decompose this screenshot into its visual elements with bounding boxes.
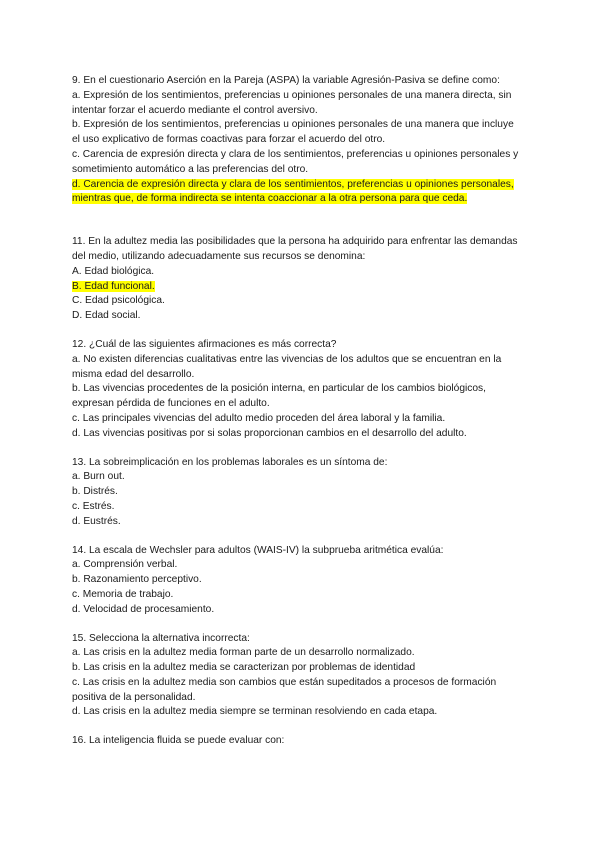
question-13 bbox=[72, 456, 524, 530]
answer-option-c: c. Carencia de expresión directa y clara de los sentimientos, preferencias u opiniones personales y sometimiento automático a las preferencias del otro. bbox=[72, 148, 519, 175]
question-11 bbox=[72, 235, 524, 324]
question-16 bbox=[72, 734, 524, 749]
answer-option-d: D. Edad social. bbox=[72, 310, 141, 322]
answer-option-d-highlighted: d. Carencia de expresión directa y clara de los sentimientos, preferencias u opiniones personales, mientras que, de forma indirecta se intenta coaccionar a la otra persona para que ceda. bbox=[72, 178, 514, 205]
answer-option-c: c. Las principales vivencias del adulto medio proceden del área laboral y la familia. bbox=[72, 412, 446, 424]
question-text: 11. En la adultez media las posibilidades que la persona ha adquirido para enfrentar las demandas del medio, utilizando adecuadamente sus recursos se denomina: bbox=[72, 236, 518, 262]
question-14 bbox=[72, 544, 524, 618]
question-12 bbox=[72, 338, 524, 442]
question-text: 14. La escala de Wechsler para adultos (WAIS-IV) la subprueba aritmética evalúa: bbox=[72, 544, 444, 556]
answer-option-d: d. Las crisis en la adultez media siempre se terminan resolviendo en cada etapa. bbox=[72, 706, 438, 718]
answer-option-b: b. Las vivencias procedentes de la posición interna, en particular de los cambios biológicos, expresan pérdida de funciones en el adulto. bbox=[72, 383, 486, 410]
answer-option-a: A. Edad biológica. bbox=[72, 265, 155, 277]
question-text: 12. ¿Cuál de las siguientes afirmaciones es más correcta? bbox=[72, 338, 337, 350]
answer-option-a: a. Expresión de los sentimientos, preferencias u opiniones personales de una manera directa, sin intentar forzar el acuerdo mediante el control aversivo. bbox=[72, 89, 512, 116]
answer-option-d: d. Las vivencias positivas por si solas proporcionan cambios en el desarrollo del adulto. bbox=[72, 427, 467, 439]
answer-option-d: d. Velocidad de procesamiento. bbox=[72, 603, 215, 615]
document-page bbox=[72, 74, 524, 749]
question-text: 13. La sobreimplicación en los problemas laborales es un síntoma de: bbox=[72, 456, 388, 468]
question-15 bbox=[72, 632, 524, 721]
answer-option-b: b. Expresión de los sentimientos, preferencias u opiniones personales de una manera que incluye el uso explicativo de formas coactivas para forzar el acuerdo del otro. bbox=[72, 119, 514, 146]
answer-option-d: d. Eustrés. bbox=[72, 515, 121, 527]
question-text: 9. En el cuestionario Aserción en la Pareja (ASPA) la variable Agresión-Pasiva se define como: bbox=[72, 75, 500, 86]
answer-option-a: a. Las crisis en la adultez media forman parte de un desarrollo normalizado. bbox=[72, 647, 415, 659]
answer-option-c: c. Las crisis en la adultez media son cambios que están supeditados a procesos de formación positiva de la personalidad. bbox=[72, 676, 497, 703]
answer-option-a: a. Comprensión verbal. bbox=[72, 559, 178, 571]
answer-option-c: c. Memoria de trabajo. bbox=[72, 588, 174, 600]
answer-option-c: C. Edad psicológica. bbox=[72, 295, 165, 307]
answer-option-b: b. Distrés. bbox=[72, 486, 118, 498]
question-text: 15. Selecciona la alternativa incorrecta: bbox=[72, 632, 250, 644]
answer-option-b-highlighted: B. Edad funcional. bbox=[72, 280, 155, 292]
answer-option-a: a. Burn out. bbox=[72, 471, 125, 483]
answer-option-b: b. Razonamiento perceptivo. bbox=[72, 574, 202, 586]
question-text: 16. La inteligencia fluida se puede evaluar con: bbox=[72, 735, 285, 747]
answer-option-b: b. Las crisis en la adultez media se caracterizan por problemas de identidad bbox=[72, 662, 416, 674]
answer-option-a: a. No existen diferencias cualitativas entre las vivencias de los adultos que se encuentran en la misma edad del desarrollo. bbox=[72, 353, 502, 380]
question-9 bbox=[72, 74, 524, 207]
answer-option-c: c. Estrés. bbox=[72, 500, 115, 512]
